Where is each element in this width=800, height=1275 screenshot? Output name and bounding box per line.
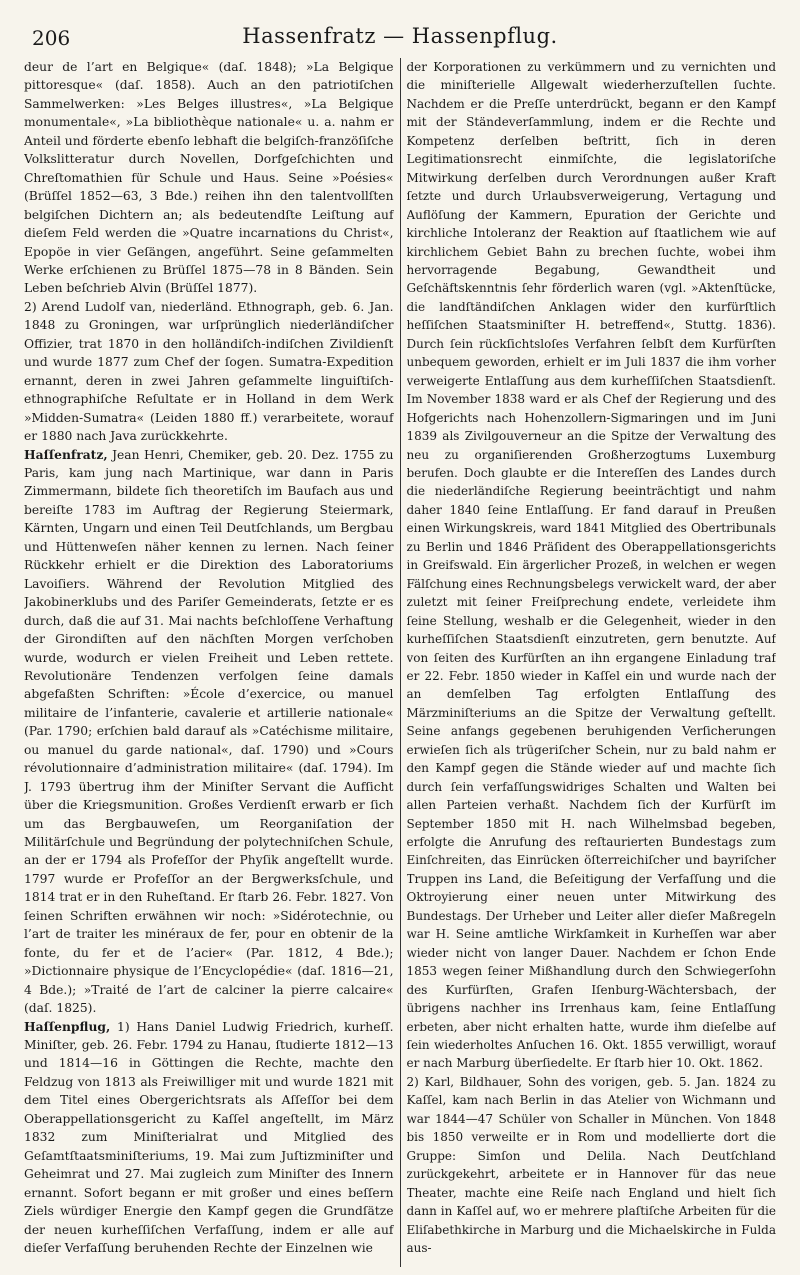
right-column <box>407 58 777 1267</box>
paragraph: deur de l’art en Belgique« (daſ. 1848); »La Belgique pittoresque« (daſ. 1858). Auch an den patriotiſchen Sammelwerken: »Les Belges illustres«, »La Belgique monumentale«, »La bibliothèque nationale« u. a. nahm er Anteil und förderte ebenſo lebhaft die belgiſch-franzöſiſche Volkslitteratur durch Novellen, Dorfgeſchichten und Chreſtomathien für Schule und Haus. Seine »Poésies« (Brüſſel 1852—63, 3 Bde.) reihen ihn den talentvollſten belgiſchen Dichtern an; als bedeutendſte Leiſtung auf dieſem Feld werden die »Quatre incarnations du Christ«, Epopöe in vier Geſängen, angeführt. Seine geſammelten Werke erſchienen zu Brüſſel 1875—78 in 8 Bänden. Sein Leben beſchrieb Alvin (Brüſſel 1877). <box>24 60 394 296</box>
paragraph: Haſſenfratz, Jean Henri, Chemiker, geb. 20. Dez. 1755 zu Paris, kam jung nach Martinique, war dann in Paris Zimmermann, bildete ſich theoretiſch im Baufach aus und bereiſte 1783 im Auftrag der Regierung Steiermark, Kärnten, Ungarn und einen Teil Deutſchlands, um Bergbau und Hüttenweſen näher kennen zu lernen. Nach ſeiner Rückkehr erhielt er die Direktion des Laboratoriums Lavoiſiers. Während der Revolution Mitglied des Jakobinerklubs und des Pariſer Gemeinderats, ſetzte er es durch, daß die auf 31. Mai nachts beſchloſſene Verhaftung der Girondiſten auf den nächſten Morgen verſchoben wurde, wodurch er vielen Freiheit und Leben rettete. Revolutionäre Tendenzen verfolgen ſeine damals abgefaßten Schriften: »École d’exercice, ou manuel militaire de l’infanterie, cavalerie et artillerie nationale« (Par. 1790; erſchien bald darauf als »Catéchisme militaire, ou manuel du garde national«, daſ. 1790) und »Cours révolutionnaire d’administration militaire« (daſ. 1794). Im J. 1793 übertrug ihm der Miniſter Servant die Aufſicht über die Kriegsmunition. Großes Verdienſt erwarb er ſich um das Bergbauweſen, um Reorganiſation der Militärſchule und Begründung der polytechniſchen Schule, an der er 1794 als Profeſſor der Phyſik angeſtellt wurde. 1797 wurde er Profeſſor an der Bergwerksſchule, und 1814 trat er in den Ruheſtand. Er ſtarb 26. Febr. 1827. Von ſeinen Schriften erwähnen wir noch: »Sidérotechnie, ou l’art de traiter les minéraux de fer, pour en obtenir de la fonte, du fer et de l’acier« (Par. 1812, 4 Bde.); »Dictionnaire physique de l’Encyclopédie« (daſ. 1816—21, 4 Bde.); »Traité de l’art de calciner la pierre calcaire« (daſ. 1825). <box>24 446 394 1016</box>
paragraph: 2) Arend Ludolf van, niederländ. Ethnograph, geb. 6. Jan. 1848 zu Groningen, war urſprünglich niederländiſcher Offizier, trat 1870 in den holländiſch-indiſchen Zivildienſt und wurde 1877 zum Chef der ſogen. Sumatra-Expedition ernannt, deren in zwei Jahren geſammelte linguiſtiſch-ethnographiſche Reſultate er in Holland in dem Werk »Midden-Sumatra« (Leiden 1880 ff.) verarbeitete, worauf er 1880 nach Java zurückkehrte. <box>24 299 394 444</box>
left-column <box>24 58 394 1267</box>
headword: Haſſenfratz, <box>24 446 108 462</box>
paragraph: der Korporationen zu verkümmern und zu vernichten und die miniſterielle Allgewalt wiederherzuſtellen ſuchte. Nachdem er die Preſſe unterdrückt, begann er den Kampf mit der Ständeverſammlung, indem er die Rechte und Kompetenz derſelben beſtritt, ſich in deren Legitimationsrecht einmiſchte, die legislatoriſche Mitwirkung derſelben durch Verordnungen außer Kraft ſetzte und durch Urlaubsverweigerung, Vertagung und Auflöſung der Kammern, Epuration der Gerichte und kirchliche Intoleranz der Reaktion auf ſtaatlichem wie auf kirchlichem Gebiet Bahn zu brechen ſuchte, wobei ihm hervorragende Begabung, Gewandtheit und Geſchäftskenntnis ſehr förderlich waren (vgl. »Aktenſtücke, die landſtändiſchen Anklagen wider den kurfürſtlich heſſiſchen Staatsminiſter H. betreffend«, Stuttg. 1836). Durch ſein rückſichtsloſes Verfahren ſelbſt dem Kurfürſten unbequem geworden, erhielt er im Juli 1837 die ihm vorher verweigerte Entlaſſung aus dem kurheſſiſchen Staatsdienſt. Im November 1838 ward er als Chef der Regierung und des Hofgerichts nach Hohenzollern-Sigmaringen und im Juni 1839 als Zivilgouverneur an die Spitze der Verwaltung des neu zu organiſierenden Großherzogtums Luxemburg berufen. Doch glaubte er die Intereſſen des Landes durch die niederländiſche Regierung beeinträchtigt und nahm daher 1840 ſeine Entlaſſung. Er fand darauf in Preußen einen Wirkungskreis, ward 1841 Mitglied des Obertribunals zu Berlin und 1846 Präſident des Oberappellationsgerichts in Greifswald. Ein ärgerlicher Prozeß, in welchen er wegen Fälſchung eines Rechnungsbelegs verwickelt ward, der aber zuletzt mit ſeiner Freiſprechung endete, verleidete ihm ſeine Stellung, weshalb er die Gelegenheit, wieder in den kurheſſiſchen Staatsdienſt einzutreten, gern benutzte. Auf von ſeiten des Kurfürſten an ihn ergangene Einladung traf er 22. Febr. 1850 wieder in Kaſſel ein und wurde nach der an demſelben Tag erfolgten Entlaſſung des Märzminiſteriums an die Spitze der Verwaltung geſtellt. Seine anfangs gegebenen beruhigenden Verſicherungen erwieſen ſich als trügeriſcher Schein, nur zu bald nahm er den Kampf gegen die Stände wieder auf und machte ſich durch ſein verfaſſungswidriges Schalten und Walten bei allen Parteien verhaßt. Nachdem ſich der Kurfürſt im September 1850 mit H. nach Wilhelmsbad begeben, erfolgte die Anrufung des reſtaurierten Bundestags zum Einſchreiten, das Einrücken öſterreichiſcher und bayriſcher Truppen ins Land, die Beſeitigung der Verfaſſung und die Oktroyierung einer neuen unter Mitwirkung des Bundestags. Der Urheber und Leiter aller dieſer Maßregeln war H. Seine amtliche Wirkſamkeit in Kurheſſen war aber wieder nicht von langer Dauer. Nachdem er ſchon Ende 1853 wegen ſeiner Mißhandlung durch den Schwiegerſohn des Kurfürſten, Grafen Iſenburg-Wächtersbach, der übrigens nachher ins Irrenhaus kam, ſeine Entlaſſung erbeten, aber nicht erhalten hatte, wurde ihm dieſelbe auf ſein wiederholtes Anſuchen 16. Okt. 1855 verwilligt, worauf er nach Marburg überſiedelte. Er ſtarb hier 10. Okt. 1862. <box>406 60 776 1071</box>
headword: Haſſenpflug, <box>24 1018 111 1034</box>
page-number: 206 <box>32 26 71 50</box>
page-header <box>24 14 776 58</box>
paragraph: 2) Karl, Bildhauer, Sohn des vorigen, geb. 5. Jan. 1824 zu Kaſſel, kam nach Berlin in das Atelier von Wichmann und war 1844—47 Schüler von Schaller in München. Von 1848 bis 1850 verweilte er in Rom und modellierte dort die Gruppe: Simſon und Delila. Nach Deutſchland zurückgekehrt, arbeitete er in Hannover für das neue Theater, machte eine Reiſe nach England und hielt ſich dann in Kaſſel auf, wo er mehrere plaſtiſche Arbeiten für die Eliſabethkirche in Marburg und die Michaelskirche in Fulda aus- <box>406 1074 776 1255</box>
text-columns <box>24 58 776 1267</box>
running-head: Hassenfratz — Hassenpflug. <box>242 24 558 48</box>
column-divider <box>400 58 401 1267</box>
paragraph: Haſſenpflug, 1) Hans Daniel Ludwig Friedrich, kurheſſ. Miniſter, geb. 26. Febr. 1794 zu Hanau, ſtudierte 1812—13 und 1814—16 in Göttingen die Rechte, machte den Feldzug von 1813 als Freiwilliger mit und wurde 1821 mit dem Titel eines Obergerichtsrats als Aſſeſſor bei dem Oberappellationsgericht zu Kaſſel angeſtellt, im März 1832 zum Miniſterialrat und Mitglied des Geſamtſtaatsminiſteriums, 19. Mai zum Juſtizminiſter und Geheimrat und 27. Mai zugleich zum Miniſter des Innern ernannt. Sofort begann er mit großer und eines beſſern Ziels würdiger Energie den Kampf gegen die Grundſätze der neuen kurheſſiſchen Verfaſſung, indem er alle auf dieſer Verfaſſung beruhenden Rechte der Einzelnen wie <box>24 1018 394 1255</box>
